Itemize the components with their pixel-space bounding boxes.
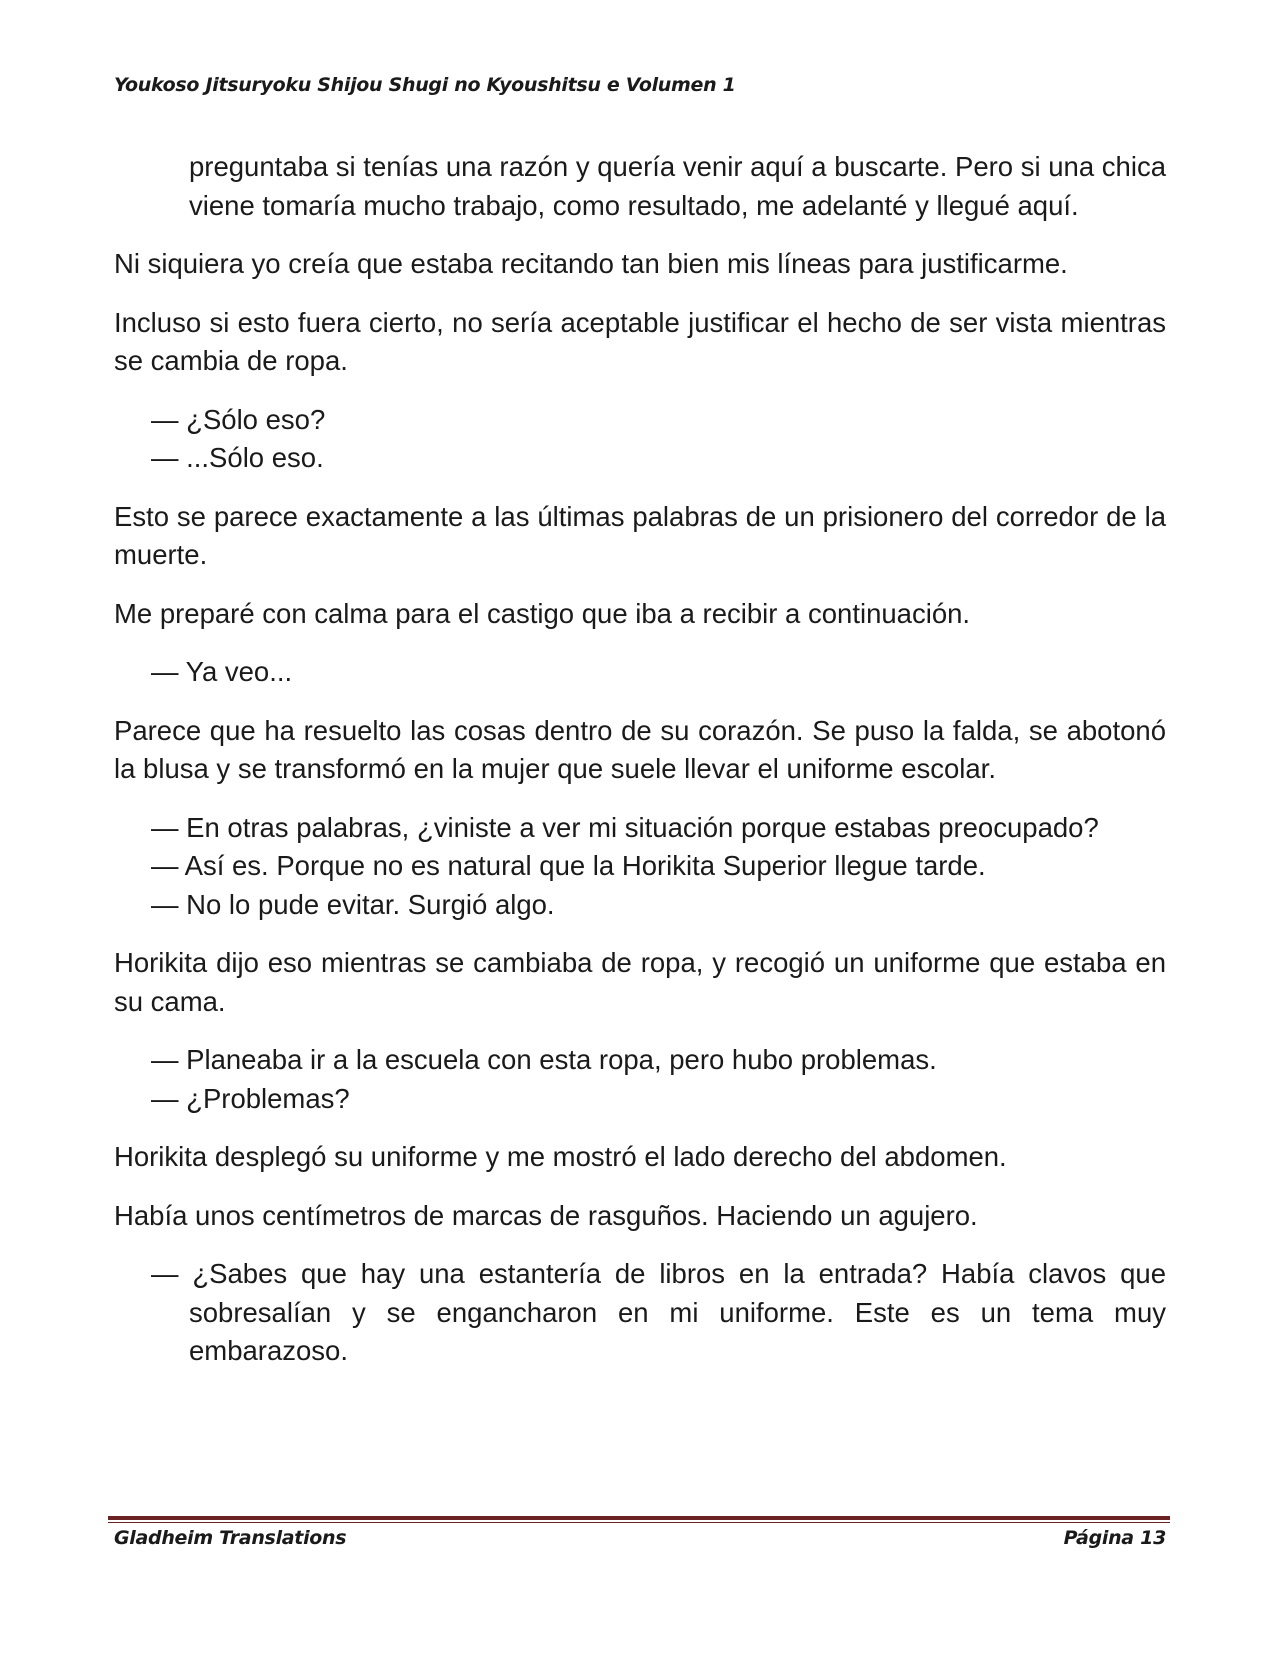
- dialogue-group: [114, 809, 1166, 925]
- paragraph: Incluso si esto fuera cierto, no sería aceptable justificar el hecho de ser vista mientras se cambia de ropa.: [114, 306, 1166, 376]
- page-body: [114, 148, 1166, 1391]
- dialogue-group: [114, 401, 1166, 478]
- dialogue-group: [114, 148, 1166, 225]
- footer-divider-thin: [108, 1522, 1170, 1523]
- footer-credit: Gladheim Translations: [114, 1527, 347, 1549]
- dialogue-line: — No lo pude evitar. Surgió algo.: [151, 888, 555, 920]
- dialogue-line-continued: preguntaba si tenías una razón y quería venir aquí a buscarte. Pero si una chica viene tomaría mucho trabajo, como resultado, me adelanté y llegué aquí.: [189, 151, 1166, 221]
- paragraph: Horikita desplegó su uniforme y me mostró el lado derecho del abdomen.: [114, 1141, 1007, 1172]
- dialogue-line: — ¿Problemas?: [151, 1082, 350, 1114]
- paragraph: Horikita dijo eso mientras se cambiaba de ropa, y recogió un uniforme que estaba en su cama.: [114, 947, 1166, 1017]
- paragraph: Me preparé con calma para el castigo que iba a recibir a continuación.: [114, 597, 971, 629]
- dialogue-line: — Ya veo...: [151, 656, 293, 687]
- paragraph: Ni siquiera yo creía que estaba recitando tan bien mis líneas para justificarme.: [114, 248, 1068, 279]
- dialogue-line: — Así es. Porque no es natural que la Horikita Superior llegue tarde.: [151, 850, 986, 881]
- page-number: Página 13: [1063, 1527, 1166, 1549]
- dialogue-group: [114, 653, 1166, 692]
- dialogue-line: — ...Sólo eso.: [151, 442, 324, 473]
- dialogue-group: [114, 1041, 1166, 1118]
- dialogue-line: — ¿Sabes que hay una estantería de libros en la entrada? Había clavos que sobresalían y se engancharon en mi uniforme. Este es un tema muy embarazoso.: [151, 1258, 1166, 1366]
- dialogue-line: — En otras palabras, ¿viniste a ver mi situación porque estabas preocupado?: [151, 811, 1099, 843]
- paragraph: Había unos centímetros de marcas de rasguños. Haciendo un agujero.: [114, 1199, 978, 1231]
- paragraph: Parece que ha resuelto las cosas dentro de su corazón. Se puso la falda, se abotonó la blusa y se transformó en la mujer que suele llevar el uniforme escolar.: [114, 714, 1166, 784]
- running-header-title: Youkoso Jitsuryoku Shijou Shugi no Kyoushitsu e Volumen 1: [114, 74, 736, 96]
- dialogue-group: [114, 1255, 1166, 1371]
- footer-divider: [108, 1516, 1170, 1520]
- dialogue-line: — ¿Sólo eso?: [151, 403, 326, 435]
- paragraph: Esto se parece exactamente a las últimas palabras de un prisionero del corredor de la muerte.: [114, 500, 1166, 570]
- dialogue-line: — Planeaba ir a la escuela con esta ropa, pero hubo problemas.: [151, 1044, 937, 1075]
